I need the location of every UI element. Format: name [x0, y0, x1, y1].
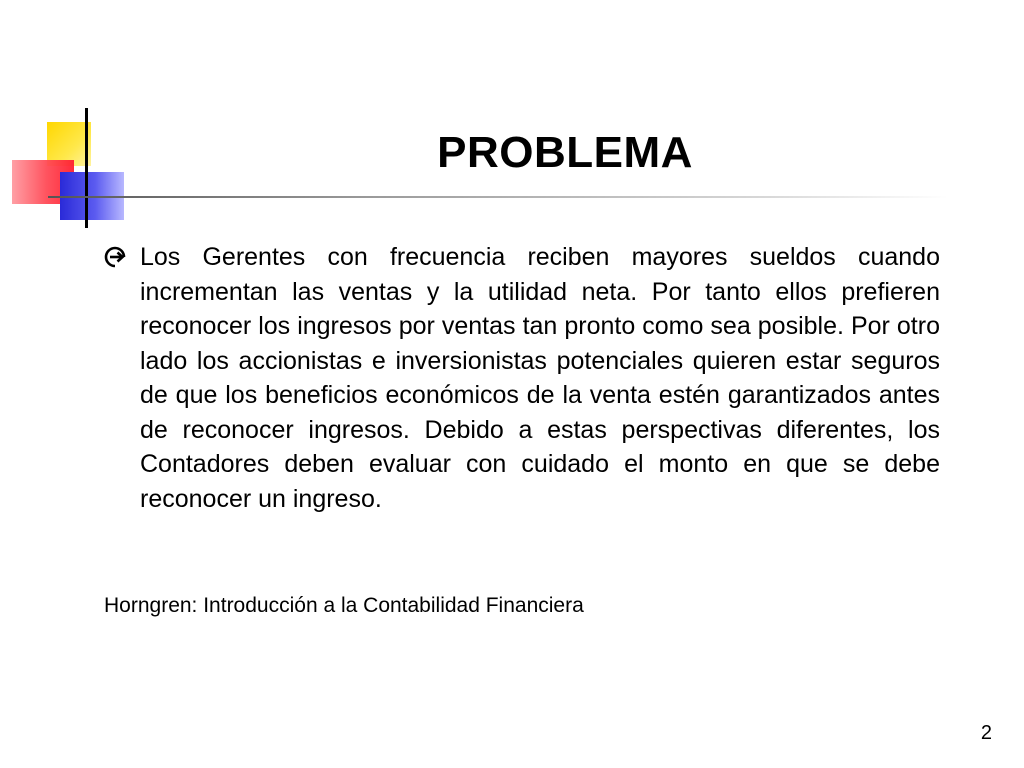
bullet-paragraph: Los Gerentes con frecuencia reciben mayores sueldos cuando incrementan las ventas y la utilidad neta. Por tanto ellos prefieren reconocer los ingresos por ventas tan pronto como sea posible. Por otro lado los accionistas e inversionistas potenciales quieren estar seguros de que los beneficios económicos de la venta estén garantizados antes de reconocer ingresos. Debido a estas perspectivas diferentes, los Contadores deben evaluar con cuidado el monto en que se debe reconocer un ingreso. [140, 243, 940, 513]
source-citation: Horngren: Introducción a la Contabilidad Financiera [104, 594, 584, 617]
slide-title: PROBLEMA [437, 128, 693, 177]
page-number: 2 [980, 722, 992, 744]
vertical-line [85, 108, 88, 228]
bullet-item [104, 240, 940, 516]
title-underline [48, 196, 948, 198]
circled-arrow-right-icon [104, 246, 126, 268]
